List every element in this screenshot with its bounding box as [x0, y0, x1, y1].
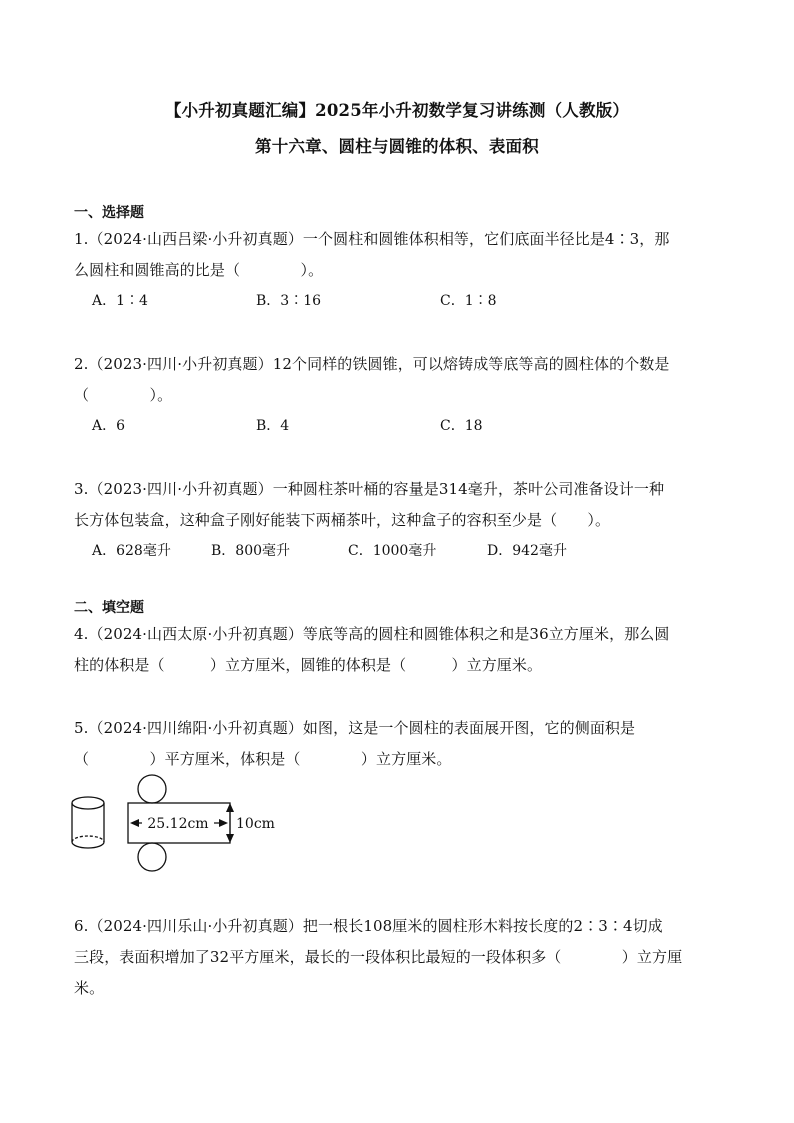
option-a: A．628毫升: [92, 543, 171, 559]
section-heading-choice: 一、选择题: [74, 205, 144, 221]
option-a: A．1∶4: [92, 293, 148, 309]
option-d: D．942毫升: [487, 543, 567, 559]
option-b: B．800毫升: [211, 543, 291, 559]
option-c: C．1000毫升: [348, 543, 437, 559]
bottom-base-circle: [138, 843, 166, 871]
question-text-line: （ ）平方厘米，体积是（ ）立方厘米。: [74, 750, 452, 768]
question-text-line: 米。: [74, 979, 105, 997]
section-heading-fill: 二、填空题: [74, 600, 144, 616]
question-text-line: 6.（2024·四川乐山·小升初真题）把一根长108厘米的圆柱形木料按长度的2∶3∶4切成: [74, 917, 663, 935]
page-title: 【小升初真题汇编】2025年小升初数学复习讲练测（人教版）: [164, 101, 630, 120]
height-label: 10cm: [236, 816, 275, 832]
width-label: 25.12cm: [147, 816, 209, 832]
question-text-line: 4.（2024·山西太原·小升初真题）等底等高的圆柱和圆锥体积之和是36立方厘米，那么圆: [74, 625, 670, 643]
question-text-line: 2.（2023·四川·小升初真题）12个同样的铁圆锥，可以熔铸成等底等高的圆柱体的个数是: [74, 355, 670, 373]
option-b: B．4: [256, 418, 290, 434]
option-a: A．6: [92, 418, 126, 434]
question-text-line: （ ）。: [74, 386, 173, 404]
option-c: C．1∶8: [440, 293, 497, 309]
chapter-subtitle: 第十六章、圆柱与圆锥的体积、表面积: [255, 137, 539, 156]
cylinder-net-figure: [66, 770, 296, 880]
question-text-line: 柱的体积是（ ）立方厘米，圆锥的体积是（ ）立方厘米。: [74, 656, 543, 674]
option-b: B．3∶16: [256, 293, 322, 309]
question-text-line: 三段，表面积增加了32平方厘米，最长的一段体积比最短的一段体积多（ ）立方厘: [74, 948, 683, 966]
question-text-line: 5.（2024·四川绵阳·小升初真题）如图，这是一个圆柱的表面展开图，它的侧面积是: [74, 719, 636, 737]
question-text-line: 么圆柱和圆锥高的比是（ ）。: [74, 261, 324, 279]
question-text-line: 3.（2023·四川·小升初真题）一种圆柱茶叶桶的容量是314毫升，茶叶公司准备设计一种: [74, 480, 665, 498]
question-text-line: 长方体包装盒，这种盒子刚好能装下两桶茶叶，这种盒子的容积至少是（ ）。: [74, 511, 611, 529]
top-base-circle: [138, 775, 166, 803]
question-text-line: 1.（2024·山西吕梁·小升初真题）一个圆柱和圆锥体积相等，它们底面半径比是4∶3，那: [74, 230, 670, 248]
cylinder-icon: [72, 797, 104, 848]
option-c: C．18: [440, 418, 483, 434]
